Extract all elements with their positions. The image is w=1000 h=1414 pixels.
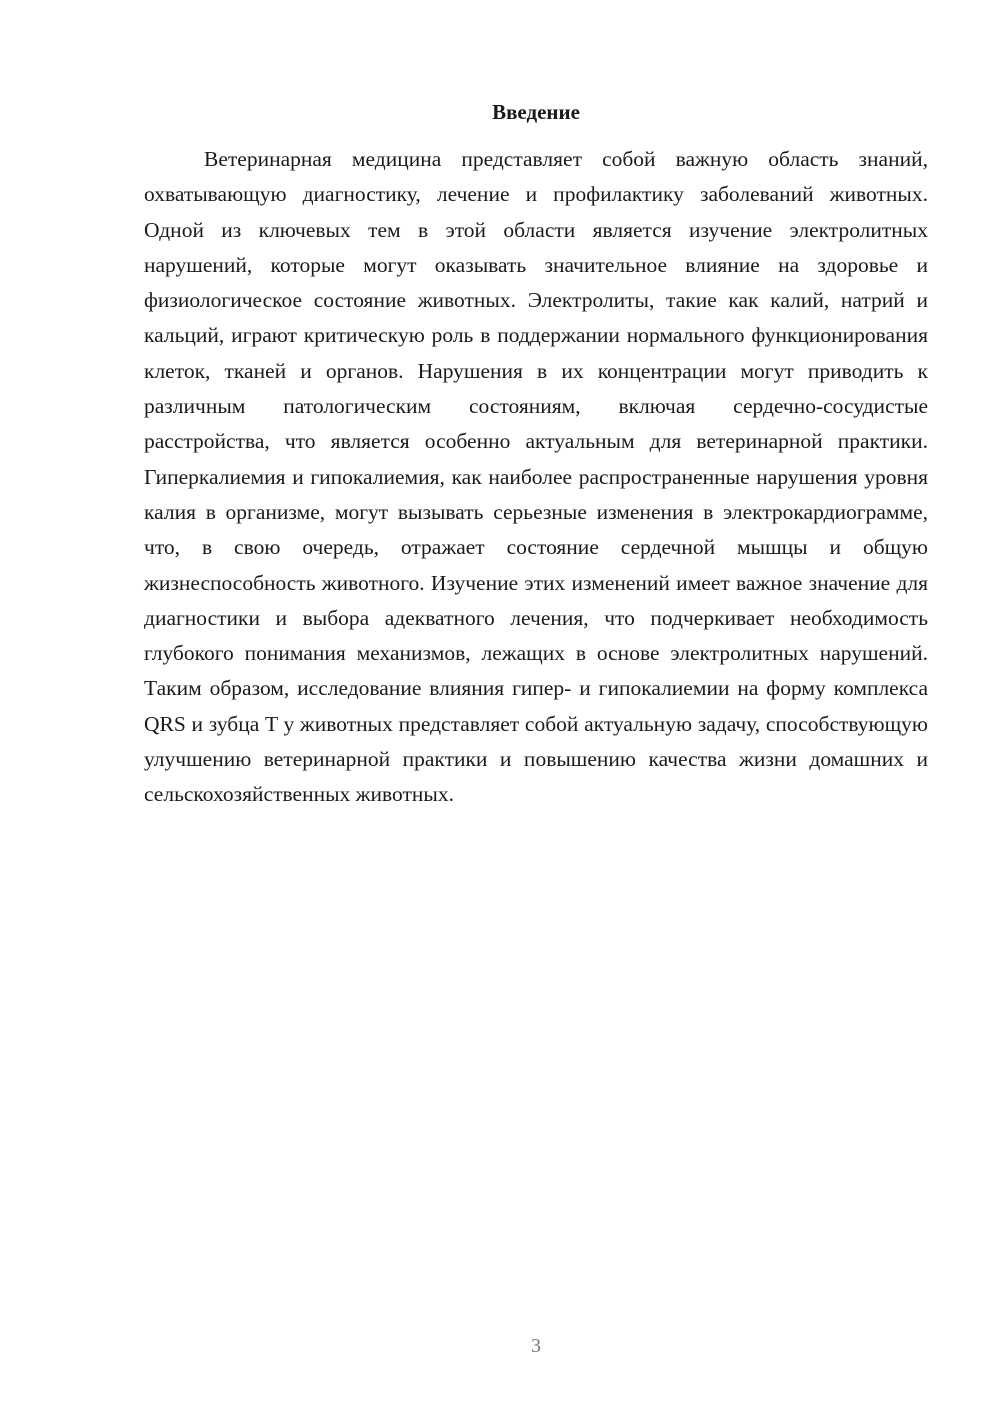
- section-heading: Введение: [492, 100, 580, 124]
- page-number: 3: [531, 1335, 541, 1357]
- body-paragraph: Ветеринарная медицина представляет собой важную область знаний, охватывающую диагностику, лечение и профилактику заболеваний животных. Одной из ключевых тем в этой области является изучение электролитных нарушений, которые могут оказывать значительное влияние на здоровье и физиологическое состояние животных. Электролиты, такие как калий, натрий и кальций, играют критическую роль в поддержании нормального функционирования клеток, тканей и органов. Нарушения в их концентрации могут приводить к различным патологическим состояниям, включая сердечно-сосудистые расстройства, что является особенно актуальным для ветеринарной практики. Гиперкалиемия и гипокалиемия, как наиболее распространенные нарушения уровня калия в организме, могут вызывать серьезные изменения в электрокардиограмме, что, в свою очередь, отражает состояние сердечной мышцы и общую жизнеспособность животного. Изучение этих изменений имеет важное значение для диагностики и выбора адекватного лечения, что подчеркивает необходимость глубокого понимания механизмов, лежащих в основе электролитных нарушений. Таким образом, исследование влияния гипер- и гипокалиемии на форму комплекса QRS и зубца T у животных представляет собой актуальную задачу, способствующую улучшению ветеринарной практики и повышению качества жизни домашних и сельскохозяйственных животных.: [144, 147, 928, 807]
